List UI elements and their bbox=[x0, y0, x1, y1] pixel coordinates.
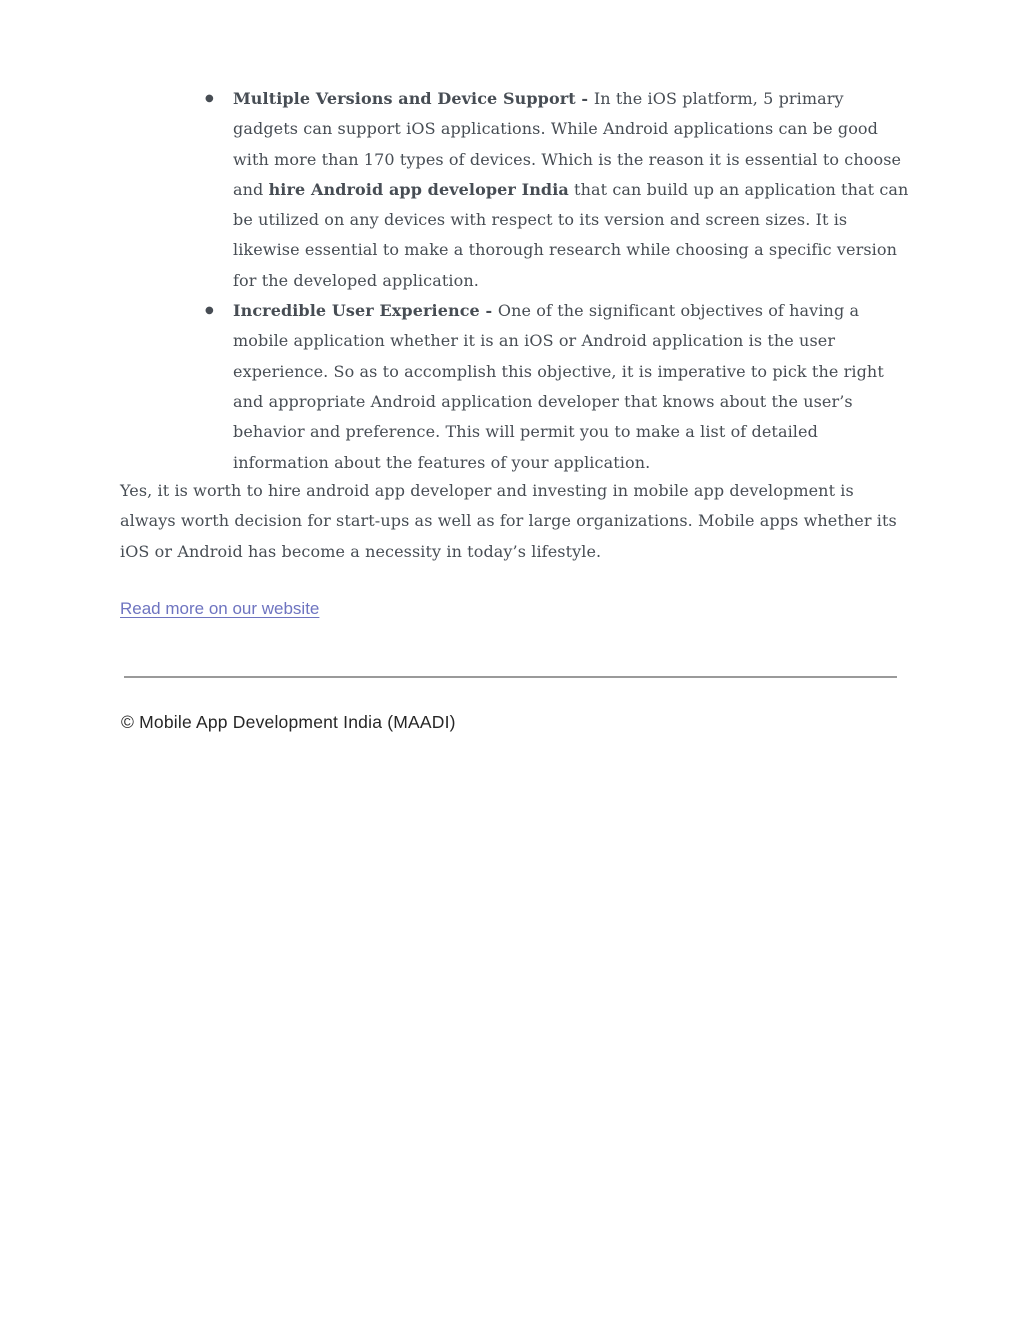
section-divider bbox=[124, 676, 897, 678]
read-more-link[interactable]: Read more on our website bbox=[120, 599, 320, 618]
list-item-user-experience: ● Incredible User Experience - One of the significant objectives of having a mobile application whether it is an iOS or Android application is the user experience. So as to accomplish this objective, it is imperative to pick the right and appropriate Android application developer that knows about the user’s behavior and preference. This will permit you to make a list of detailed information about the features of your application. bbox=[233, 296, 909, 478]
list-item-multiple-versions: ● Multiple Versions and Device Support - In the iOS platform, 5 primary gadgets can support iOS applications. While Android applications can be good with more than 170 types of devices. Which is the reason it is essential to choose and hire Android app developer India that can build up an application that can be utilized on any devices with respect to its version and screen sizes. It is likewise essential to make a thorough research while choosing a specific version for the developed application. bbox=[233, 84, 909, 296]
copyright-text: © Mobile App Development India (MAADI) bbox=[121, 712, 456, 732]
bullet-list bbox=[233, 84, 909, 478]
closing-paragraph: Yes, it is worth to hire android app developer and investing in mobile app development is always worth decision for start-ups as well as for large organizations. Mobile apps whether its iOS or Android has become a necessity in today’s lifestyle. bbox=[120, 481, 897, 561]
